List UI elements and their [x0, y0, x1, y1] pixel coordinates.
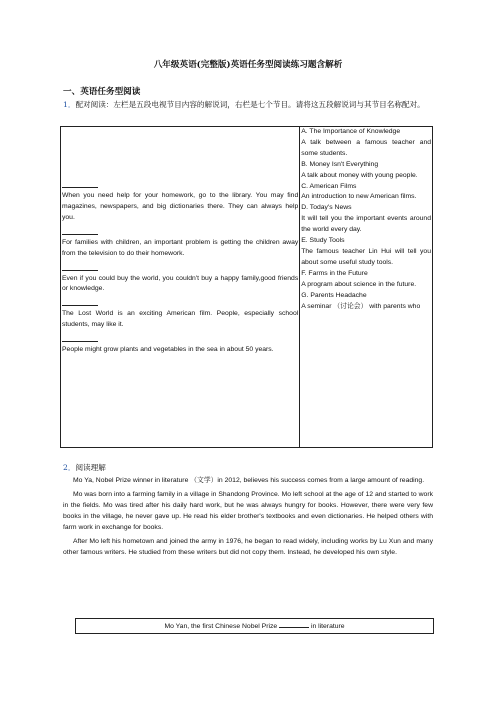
summary-text-after: in literature — [310, 623, 345, 630]
option-desc: The famous teacher Lin Hui will tell you about some useful study tools. — [301, 247, 431, 266]
answer-blank[interactable] — [62, 230, 98, 235]
option-title: G. Parents Headache — [301, 291, 367, 299]
answer-blank[interactable] — [279, 619, 309, 628]
description-item — [62, 301, 298, 331]
matching-table — [60, 126, 433, 448]
question-number: 1． — [63, 100, 76, 109]
option-desc: It will tell you the important events around the world every day. — [301, 215, 431, 234]
description-item — [62, 266, 298, 296]
question-2-instruction — [63, 462, 106, 473]
option-desc: A seminar （讨论会） with parents who — [301, 302, 421, 310]
passage-paragraph: Mo Ya, Nobel Prize winner in literature （文学）in 2012, believes his success comes from a large amount of reading. — [73, 477, 425, 484]
option-desc: A talk between a famous teacher and some students. — [301, 138, 431, 157]
option-title: A. The Importance of Knowledge — [301, 128, 401, 135]
answer-blank[interactable] — [62, 337, 98, 342]
option-title: C. American Films — [301, 182, 357, 190]
section-heading: 一、英语任务型阅读 — [63, 87, 141, 97]
description-item — [62, 183, 298, 224]
summary-text-before: Mo Yan, the first Chinese Nobel Prize — [164, 623, 278, 630]
programs-column — [300, 127, 433, 448]
option-desc: An introduction to new American films. — [301, 193, 417, 201]
passage-paragraph: After Mo left his hometown and joined the army in 1976, he began to read widely, including works by Lu Xun and many other famous writers. He studied from these writers but did not copy them. Instead, he developed his own style. — [63, 537, 433, 556]
option-desc: A program about science in the future. — [301, 280, 417, 288]
description-item — [62, 230, 298, 260]
option-title: F. Farms in the Future — [301, 269, 368, 277]
answer-blank[interactable] — [62, 183, 98, 188]
description-text: People might grow plants and vegetables in the sea in about 50 years. — [62, 346, 274, 354]
option-title: D. Today's News — [301, 204, 352, 212]
description-text: When you need help for your homework, go to the library. You may find magazines, newspapers, and big dictionaries there. They can always help you. — [62, 192, 299, 221]
instruction-text: 阅读理解 — [75, 463, 106, 472]
passage-paragraph: Mo was born into a farming family in a village in Shandong Province. Mo left school at the age of 12 and started to work in the fields. Mo was tired after his daily hard work, but he was always hungry for books. However, there were very few books in the village, he never gave up. He read his elder brother's textbooks and even dictionaries. He helped others with farm work in exchange for books. — [63, 491, 433, 531]
answer-blank[interactable] — [62, 301, 98, 306]
description-text: The Lost World is an exciting American film. People, especially school students, may like it. — [62, 310, 299, 329]
answer-blank[interactable] — [62, 266, 98, 271]
question-number: 2． — [63, 463, 76, 472]
question-1-instruction — [63, 99, 433, 112]
option-title: E. Study Tools — [301, 237, 345, 245]
option-title: B. Money Isn't Everything — [301, 160, 379, 168]
summary-table-row — [75, 618, 434, 634]
page-title: 八年级英语(完整版)英语任务型阅读练习题含解析 — [153, 60, 343, 70]
description-item — [62, 337, 298, 356]
description-text: For families with children, an important problem is getting the children away from the television to do their homework. — [62, 238, 299, 257]
reading-passage — [63, 476, 433, 562]
description-text: Even if you could buy the world, you couldn't buy a happy family,good friends or knowledge. — [62, 274, 299, 293]
option-desc: A talk about money with young people. — [301, 171, 418, 179]
descriptions-column — [61, 127, 300, 448]
instruction-text: 配对阅读：左栏是五段电视节目内容的解说词，右栏是七个节目。请将这五段解说词与其节目名称配对。 — [75, 100, 425, 109]
